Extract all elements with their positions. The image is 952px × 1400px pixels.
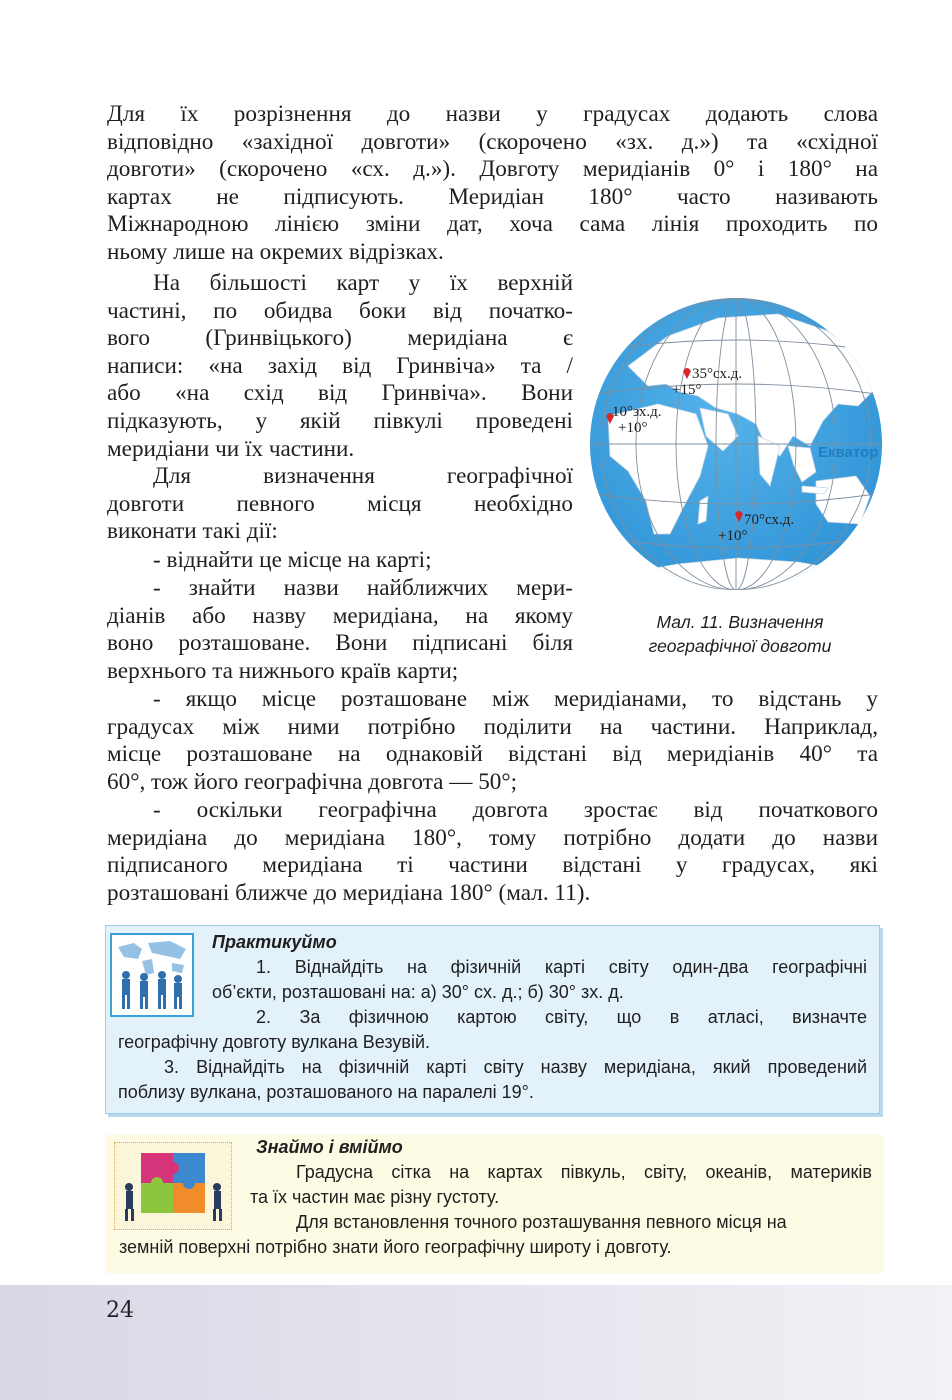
practice-text <box>212 955 867 1005</box>
know-text <box>119 1235 879 1260</box>
text-line: 60°, тож його географічна довгота — 50°; <box>107 768 518 795</box>
practice-text <box>118 1005 867 1105</box>
text-line: та їх частин має різну густоту. <box>250 1187 500 1207</box>
text-line: Для визначення географічної <box>153 463 573 489</box>
text-line: картах не підписують. Меридіан 180° часто називають <box>107 183 878 210</box>
step-1 <box>107 547 573 575</box>
text-line: географічну довготу вулкана Везувій. <box>118 1032 431 1052</box>
text-line: верхнього та нижнього країв карти; <box>107 657 459 684</box>
practice-box <box>105 925 880 1114</box>
label-10-west: 10°зх.д. <box>612 404 662 420</box>
know-box <box>105 1135 884 1273</box>
puzzle-icon <box>114 1142 232 1230</box>
label-10-west-plus: +10° <box>618 420 648 436</box>
text-line: земній поверхні потрібно знати його географічну широту і довготу. <box>119 1237 672 1257</box>
text-line: виконати такі дії: <box>107 518 278 545</box>
text-line: воно розташоване. Вони підписані біля <box>107 630 573 657</box>
label-plus-15: +15° <box>672 382 702 398</box>
globe-figure <box>588 296 884 592</box>
text-line: Градусна сітка на картах півкуль, світу, океанів, материків <box>296 1162 872 1182</box>
text-line: Міжнародною лінією зміни дат, хоча сама лінія проходить по <box>107 211 878 238</box>
know-text <box>250 1160 872 1235</box>
text-line: діанів або назву меридіана, на якому <box>107 602 573 629</box>
text-line: довготи» (скорочено «сх. д.»). Довготу меридіанів 0° і 180° на <box>107 156 878 183</box>
hemisphere-paragraph <box>107 270 573 463</box>
text-line: поблизу вулкана, розташованого на паралелі 19°. <box>118 1082 534 1102</box>
step-2 <box>107 575 573 685</box>
text-line: градусах між ними потрібно поділити на частини. Наприклад, <box>107 713 878 740</box>
text-line: - віднайти це місце на карті; <box>153 547 432 573</box>
text-line: об’єкти, розташовані на: а) 30° сх. д.; б) 30° зх. д. <box>212 982 624 1002</box>
label-equator: Екватор <box>818 444 879 461</box>
text-line: Для їх розрізнення до назви у градусах додають слова <box>107 101 878 127</box>
text-line: - знайти назви найближчих мери- <box>153 575 573 601</box>
label-35-east: 35°сх.д. <box>692 366 743 382</box>
intro-paragraph <box>107 101 878 267</box>
text-line: або «на схід від Гринвіча». Вони <box>107 380 573 407</box>
text-line: написи: «на захід від Гринвіча» та / <box>107 352 573 379</box>
step-3 <box>107 686 878 796</box>
text-line: місце розташоване на однаковій відстані від меридіанів 40° та <box>107 741 878 768</box>
text-line: ньому лише на окремих відрізках. <box>107 238 444 265</box>
text-line: меридіана до меридіана 180°, тому потрібно додати до назви <box>107 824 878 851</box>
caption-line: Мал. 11. Визначення <box>656 612 824 632</box>
text-line: 1. Віднайдіть на фізичній карті світу один-два географічні <box>256 957 867 977</box>
text-line: частині, по обидва боки від початко- <box>107 297 573 324</box>
figure-caption <box>595 610 885 658</box>
label-70-east: 70°сх.д. <box>744 512 795 528</box>
text-line: На більшості карт у їх верхній <box>153 270 573 296</box>
text-line: 2. За фізичною картою світу, що в атласі, визначте <box>256 1007 867 1027</box>
text-line: відповідно «західної довготи» (скорочено «зх. д.») та «східної <box>107 128 878 155</box>
footer-band <box>0 1285 952 1400</box>
text-line: - якщо місце розташоване між меридіанами, то відстань у <box>153 686 878 712</box>
text-line: - оскільки географічна довгота зростає від початкового <box>153 797 878 823</box>
text-line: розташовані ближче до меридіана 180° (мал. 11). <box>107 879 591 906</box>
text-line: підписаного меридіана ті частини відстані у градусах, які <box>107 852 878 879</box>
know-title: Знаймо і вміймо <box>256 1137 403 1157</box>
page-number: 24 <box>106 1298 134 1323</box>
steps-intro-paragraph <box>107 463 573 546</box>
step-4 <box>107 797 878 907</box>
antarctica-landmass <box>598 558 878 592</box>
label-70-east-plus: +10° <box>718 528 748 544</box>
text-line: 3. Віднайдіть на фізичній карті світу назву меридіана, який проведений <box>164 1057 867 1077</box>
text-line: Для встановлення точного розташування певного місця на <box>296 1212 787 1232</box>
practice-title: Практикуймо <box>212 932 337 952</box>
text-line: підказують, у якій півкулі проведені <box>107 407 573 434</box>
text-line: меридіани чи їх частини. <box>107 435 355 462</box>
caption-line: географічної довготи <box>648 636 832 656</box>
text-line: довготи певного місця необхідно <box>107 490 573 517</box>
text-line: вого (Гринвіцького) меридіана є <box>107 325 573 352</box>
